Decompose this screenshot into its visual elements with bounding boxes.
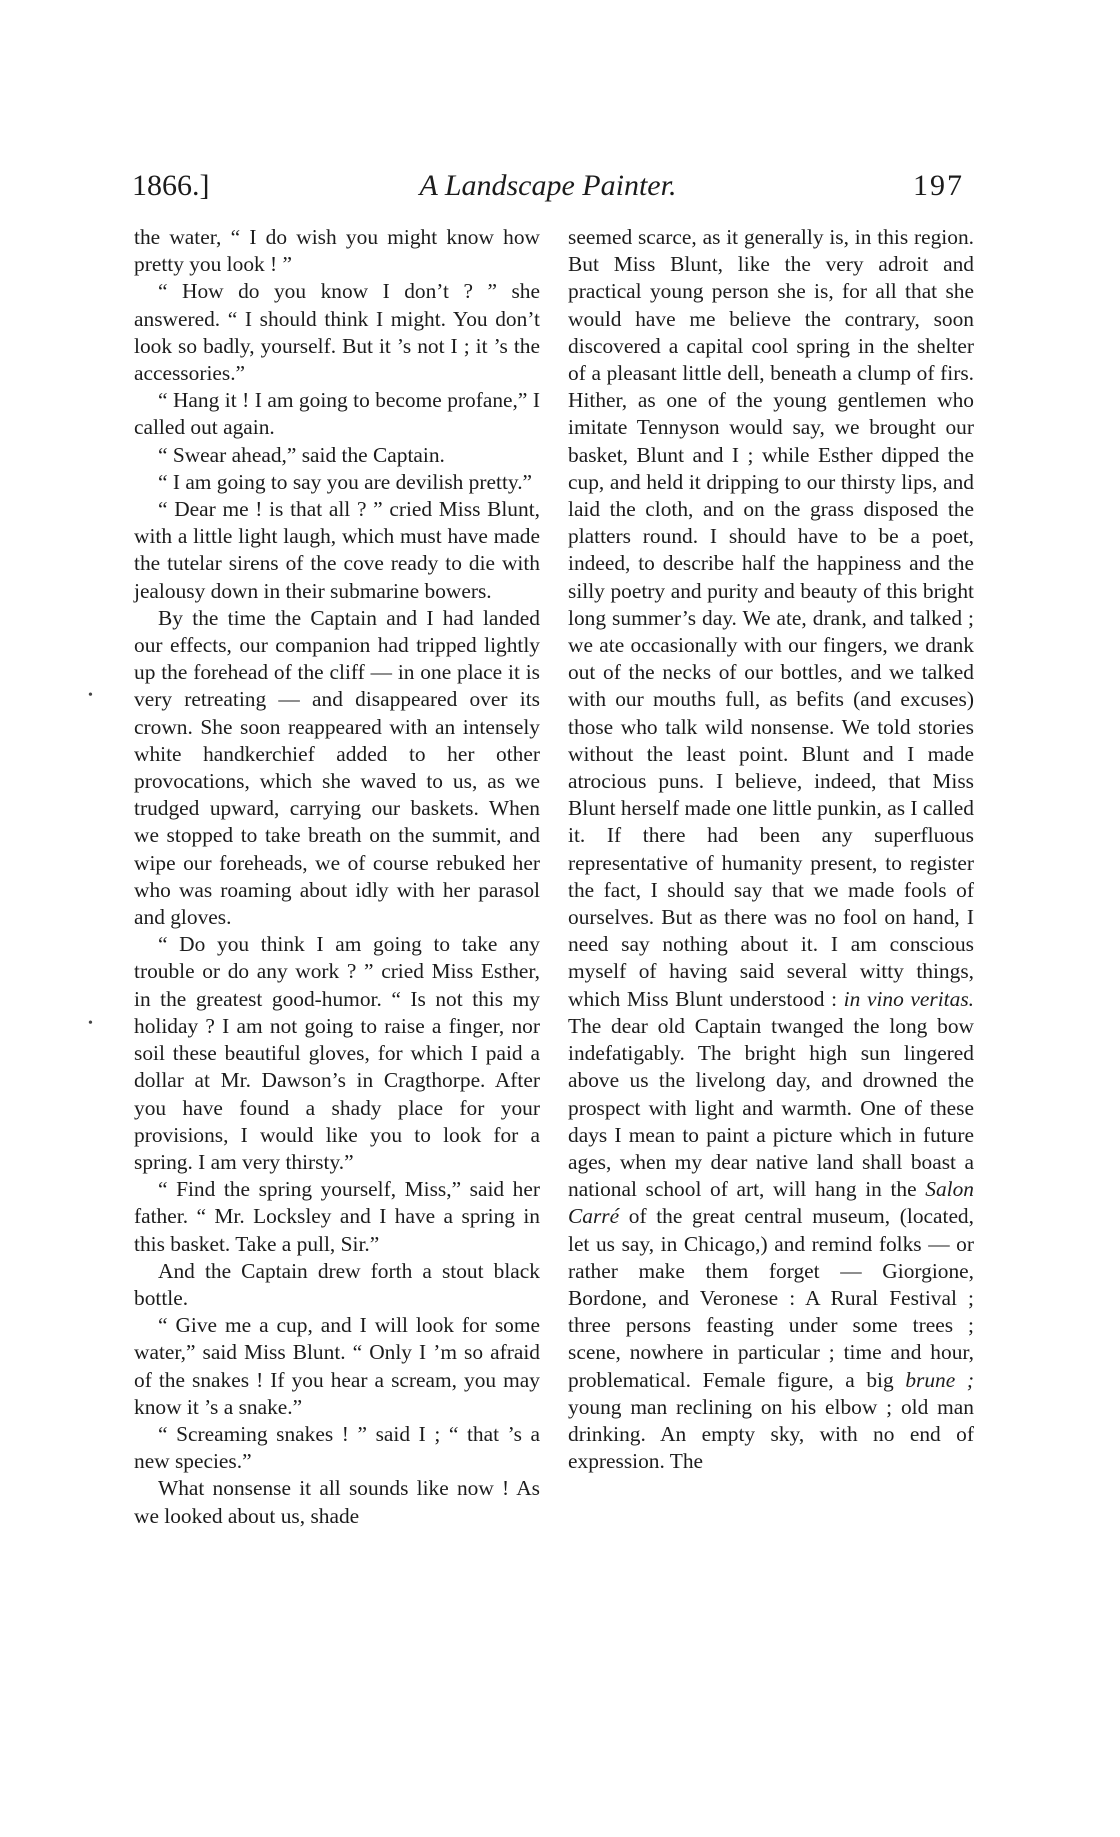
paragraph: By the time the Captain and I had landed our effects, our companion had tripped lightly up the forehead of the cliff — in one place it is very retreating — and disappeared over its crown. She soon reappeared with an intensely white handkerchief added to her other provocations, which she waved to us, as we trudged upward, carrying our baskets. When we stopped to take breath on the summit, and wipe our foreheads, we of course rebuked her who was roaming about idly with her parasol and gloves. bbox=[134, 605, 540, 930]
paragraph: And the Captain drew forth a stout black bottle. bbox=[134, 1258, 540, 1310]
margin-speck: • bbox=[88, 688, 93, 703]
text-run: of the great central museum, (located, let us say, in Chicago,) and remind folks — or rather make them forget — Giorgione, Bordone, and Veronese : A Rural Festival ; three persons feasting under some trees ; scene, nowhere in particular ; time and hour, problematical. Female figure, a big bbox=[568, 1204, 974, 1392]
margin-speck: • bbox=[88, 1016, 93, 1031]
header-title: A Landscape Painter. bbox=[419, 169, 677, 202]
page-number: 197 bbox=[913, 169, 964, 202]
paragraph bbox=[568, 224, 974, 1475]
paragraph: “ Dear me ! is that all ? ” cried Miss Blunt, with a little light laugh, which must have made the tutelar sirens of the cove ready to die with jealousy down in their submarine bowers. bbox=[134, 497, 540, 603]
paragraph: What nonsense it all sounds like now ! As we looked about us, shade bbox=[134, 1476, 540, 1528]
paragraph: “ Give me a cup, and I will look for some water,” said Miss Blunt. “ Only I ’m so afraid of the snakes ! If you hear a scream, you may know it ’s a snake.” bbox=[134, 1313, 540, 1419]
italic-phrase: in vino veritas. bbox=[843, 986, 974, 1011]
paragraph: “ How do you know I don’t ? ” she answered. “ I should think I might. You don’t look so badly, yourself. But it ’s not I ; it ’s the accessories.” bbox=[134, 279, 540, 386]
right-column bbox=[568, 224, 974, 1475]
running-header bbox=[132, 168, 964, 208]
paragraph: the water, “ I do wish you might know how pretty you look ! ” bbox=[134, 225, 540, 277]
paragraph: “ Hang it ! I am going to become profane,” I called out again. bbox=[134, 388, 540, 440]
header-year: 1866.] bbox=[132, 169, 210, 202]
text-run: seemed scarce, as it generally is, in this region. But Miss Blunt, like the very adroit and practical young person she is, for all that she would have me believe the contrary, soon discovered a capital cool spring in the shelter of a pleasant little dell, beneath a clump of firs. Hither, as one of the young gentlemen who imitate Tennyson would say, we brought our basket, Blunt and I ; while Esther dipped the cup, and held it dripping to our thirsty lips, and laid the cloth, and on the grass disposed the platters round. I should have to be a poet, indeed, to describe half the happiness and the silly poetry and purity and beauty of this bright long summer’s day. We ate, drank, and talked ; we ate occasionally with our fingers, we drank out of the necks of our bottles, and we talked with our mouths full, as befits (and excuses) those who talk wild nonsense. We told stories without the least point. Blunt and I made atrocious puns. I believe, indeed, that Miss Blunt herself made one little punkin, as I called it. If there had been any superfluous representative of humanity present, to register the fact, I should say that we made fools of ourselves. But as there was no fool on hand, I need say nothing about it. I am conscious myself of having said several witty things, which Miss Blunt understood : bbox=[568, 225, 974, 1011]
italic-phrase: brune ; bbox=[905, 1367, 974, 1392]
paragraph: “ Do you think I am going to take any trouble or do any work ? ” cried Miss Esther, in the greatest good-humor. “ Is not this my holiday ? I am not going to raise a finger, nor soil these beautiful gloves, for which I paid a dollar at Mr. Dawson’s in Cragthorpe. After you have found a shady place for your provisions, I would like you to look for a spring. I am very thirsty.” bbox=[134, 932, 540, 1174]
text-run: young man reclining on his elbow ; old man drinking. An empty sky, with no end of expression. The bbox=[568, 1394, 974, 1474]
paragraph: “ Find the spring yourself, Miss,” said her father. “ Mr. Locksley and I have a spring in this basket. Take a pull, Sir.” bbox=[134, 1177, 540, 1256]
paragraph: “ Screaming snakes ! ” said I ; “ that ’s a new species.” bbox=[134, 1421, 540, 1474]
left-column bbox=[134, 224, 540, 1530]
italic-phrase: Salon Carré bbox=[568, 1177, 974, 1229]
paragraph: “ I am going to say you are devilish pretty.” bbox=[158, 469, 533, 494]
paragraph: “ Swear ahead,” said the Captain. bbox=[158, 442, 445, 467]
text-run: The dear old Captain twanged the long bow indefatigably. The bright high sun lingered above us the livelong day, and drowned the prospect with light and warmth. One of these days I mean to paint a picture which in future ages, when my dear native land shall boast a national school of art, will hang in the bbox=[568, 1013, 974, 1202]
